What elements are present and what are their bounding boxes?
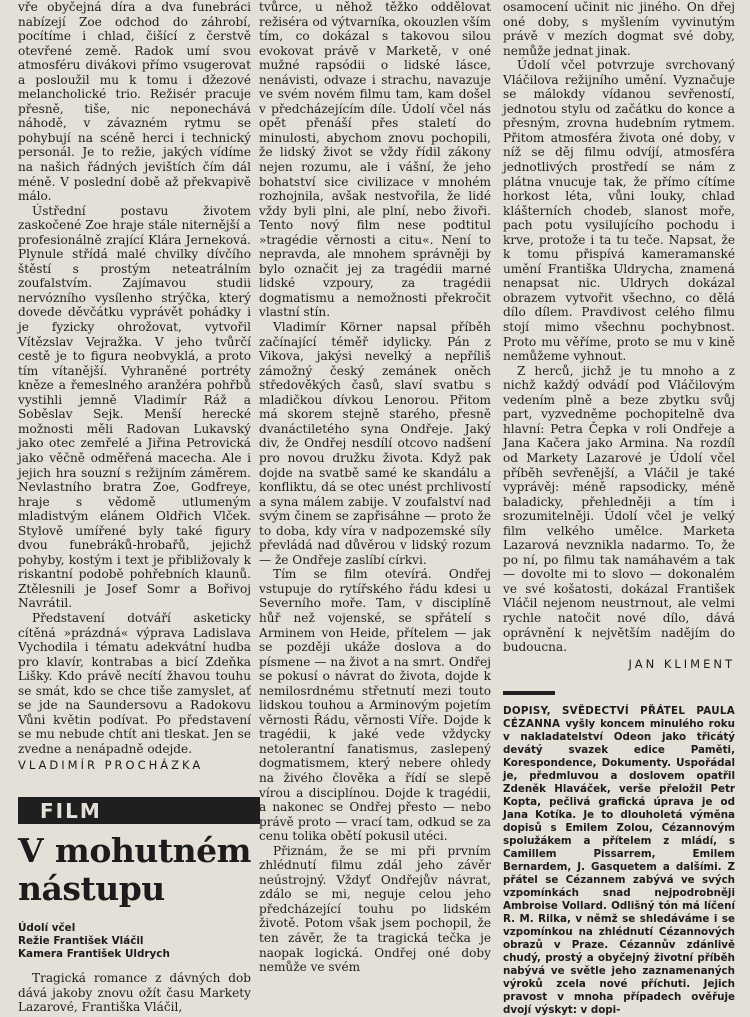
theatre-review-paragraph: vře obyčejná díra a dva funebráci nabízejí Zoe odchod do záhrobí, pocítíme i chlad, čišící z čerstvě otevřené země. Radok umí svou atmosféru divákovi přímo vsugerovat a posloužil mu k tomu i džezové melancholické trio. Režisér pracuje přesně, tiše, nic neponechává náhodě, v závazném rytmu se pohybují na scéně herci i technický personál. Je to režie, jakých vídíme na našich řádných jevištích čím dál méně. V poslední době až překvapivě málo. (18, 0, 251, 204)
film-review-signature: JAN KLIMENT (628, 656, 735, 671)
theatre-review-paragraph: Ústřední postavu životem zaskočené Zoe hraje stále niternější a profesionálně zrající Klára Jerneková. Plynule střídá malé chvilky dívčího štěstí s prostým neteatrálním zoufalstvím. Zajímavou studii nervózního vysílenho strýčka, který dovede děvčátku vyprávět pohádky i je fyzicky ohrožovat, vytvořil Vítězslav Vejražka. V jeho tvůrčí cestě je to figura neobvyklá, a proto tím vítanější. Vyhraněné portréty kněze a řemeslného aranžéra pohřbů vystihli jemně Vladimír Ráž a Soběslav Sejk. Menší herecké možnosti měli Radovan Lukavský jako otec zemřelé a Jiřina Petrovická jako věčně odměřená macecha. Ale i jejich hra souzní s režijním záměrem. Nevlastního bratra Zoe, Godfreye, hraje s vědomě utlumeným mladistvým elánem Oldřich Vlček. Stylově umířené byly také figury dvou funebráků-hrobařů, jejichž pohyby, kostým i text je přibližovaly k riskantní podobě pohřebních klaunů. Ztělesnili je Josef Somr a Bořivoj Navrátil. (18, 203, 251, 611)
theatre-review-signature: VLADIMÍR PROCHÁZKA (18, 758, 204, 773)
film-review-paragraph: Z herců, jichž je tu mnoho a z nichž každý odvádí pod Vláčilovým vedením plně a beze zbytku svůj part, vyzvedněme pochopitelně dva hlavní: Petra Čepka v roli Ondřeje a Jana Kačera jako Armina. Na rozdíl od Markety Lazarové je Údolí včel příběh sevřenější, a Vláčil je také vyprávěj: méně rapsodicky, méně baladicky, přehledněji a tím i srozumitelněji. Údolí včel je velký film velkého umělce. Marketa Lazarová nevznikla nadarmo. To, že po ní, po filmu tak namáhavém a tak — dovolte mi to slovo — dokonalém ve své košatosti, dokázal František Vláčil nejenom neustrnout, ale velmi rychle natočit nové dílo, dává oprávnění k největším nadějím do budoucna. (503, 363, 735, 655)
book-notice-text: vyšly koncem minulého roku v nakladatelství Odeon jako třicátý devátý svazek edice Paměti, Korespondence, Dokumenty. Uspořádal je, předmluvou a doslovem opatřil Zdeněk Hlaváček, verše přeložil Petr Kopta, pečlivá grafická úprava je od Jana Kotíka. Je to dlouholetá výměna dopisů s Emilem Zolou, Cézannovým spolužákem a přítelem z mládí, s Camillem Pissarrem, Emilem Bernardem, J. Gasquetem a dalšími. Z přátel se Cézannem zabývá ve svých vzpomínkách snad nejpodrobněji Ambroise Vollard. Odlišný tón má líčení R. M. Rilka, v němž se shledáváme i se vzpomínkou na zhlédnutí Cézannových obrazů v Praze. Cézannův zdánlivě chudý, prostý a obyčejný životní příběh nabývá ve světle jeho zaznamenaných výroků zcela nové příchuti. Jejich pravost v mnoha případech ověřuje dvojí výskyt: v dopi- (503, 718, 735, 1017)
book-notice-lead: DOPISY, SVĚDECTVÍ PŘÁTEL PAULA CÉZANNA (503, 705, 735, 731)
theatre-review-paragraph: Představení dotváří asketicky cítěná »prázdná« výprava Ladislava Vychodila i tématu adekvátní hudba pro klavír, kontrabas a bicí Zdeňka Lišky. Kdo právě necítí žhavou touhu se smát, kdo se chce tiše zamyslet, ať se jde na Saundersovu a Radokovu Vůni květin podívat. Po představení se mu nebude chtít ani tleskat. Jen se zvedne a nenápadně odejde. (18, 610, 251, 756)
film-camera: Kamera František Uldrych (18, 947, 170, 960)
column-middle (259, 0, 491, 998)
film-review-paragraph: Přiznám, že se mi při prvním zhlédnutí filmu zdál jeho závěr neústrojný. Vždyť Ondřejův návrat, zdálo se mi, neguje celou jeho předcházející touhu po lidském životě. Potom však jsem pochopil, že ten závěr, že ta tragická tečka je naopak logická. Ondřej oné doby nemůže ve svém (259, 843, 491, 975)
film-director: Režie František Vláčil (18, 934, 144, 947)
film-review-paragraph: tvůrce, u něhož těžko oddělovat režiséra od výtvarníka, okouzlen vším tím, co dokázal s takovou silou evokovat právě v Marketě, v oné mužné rapsódii o lidské lásce, nenávisti, odvaze i strachu, navazuje ve svém novém filmu tam, kam došel v předcházejícím díle. Údolí včel nás opět přenáší přes staletí do minulosti, abychom znovu pochopili, že lidský život se vždy řídil zákony nejen rozumu, ale i vášní, že jeho bohatství sice civilizace v mnohém rozhojnila, avšak nestvořila, že lidé vždy byli plni, ale plní, nebo živoři. Tento nový film nese podtitul »tragédie věrnosti a citu«. Není to nepravda, ale mnohem správněji by bylo označit jej za tragédii marné lidské vzpoury, za tragédii dogmatismu a nemožnosti překročit vlastní stín. (259, 0, 491, 320)
column-left (18, 0, 251, 1015)
film-review-paragraph: Údolí včel potvrzuje svrchovaný Vláčilova režijního umění. Vyznačuje se málokdy vídanou sevřeností, jednotou stylu od začátku do konce a přesným, zrovna hudebním rytmem. Přitom atmosféra života oné doby, v níž se děj filmu odvíjí, atmosféra jednotlivých prostředí se nám z plátna vnucuje tak, že přímo cítíme horkost léta, vůni louky, chlad klášterních chodeb, slanost moře, pach potu vysilujícího pochodu i krve, protože i ta tu teče. Napsat, že k tomu přispívá kameramanské umění Františka Uldrycha, znamená nenapsat nic. Uldrych dokázal obrazem vytvořit všechno, co dělá dílo dílem. Pravdivost celého filmu stojí mimo všechnu pochybnost. Proto mu věříme, proto se mu v kině nemůžeme vyhnout. (503, 58, 735, 364)
section-label-film: FILM (18, 797, 260, 824)
section-divider (503, 691, 555, 695)
column-right (503, 0, 735, 1017)
film-title: Údolí včel (18, 921, 76, 934)
film-review-paragraph: Tragická romance z dávných dob dává jakoby znovu ožít času Markety Lazarové, Františka Vláčil, (18, 970, 251, 1015)
film-review-headline: V mohutném nástupu (18, 830, 251, 908)
film-credits (18, 922, 251, 961)
book-notice (503, 705, 735, 1017)
film-review-paragraph: Vladimír Körner napsal příběh začínající téměř idylicky. Pán z Vikova, jakýsi nevelký a nepříliš zámožný český zemánek oněch středověkých časů, slaví svatbu s mladičkou dívkou Lenorou. Přitom má skorem stejně starého, přesně dvanáctiletého syna Ondřeje. Jaký div, že Ondřej nesdílí otcovo nadšení pro novou družku života. Když pak dojde na svatbě samé ke skandálu a konfliktu, dá se otec unést prchlivostí a syna málem zabije. V zoufalství nad svým činem se zapřisáhne — proto že to doba, kdy víra v nadpozemské síly převládá nad důvěrou v lidský rozum — že Ondřeje zaslíbí církvi. (259, 320, 491, 567)
film-review-paragraph: Tím se film otevírá. Ondřej vstupuje do rytířského řádu kdesi u Severního moře. Tam, v disciplíně hůř než vojenské, se spřátelí s Arminem von Heide, přítelem — jak se později ukáže doslova a do písmene — na život a na smrt. Ondřej se pokusí o návrat do života, dojde k nemilosrdnému střetnutí mezi touto lidskou touhou a Arminovým pojetím věrnosti Řádu, věrnosti Víře. Dojde k tragédii, k jaké vede vždycky netolerantní fanatismus, zaslepený dogmatismem, který nebere ohledy na živého člověka a řídí se slepě vírou a disciplínou. Dojde k tragédii, a nakonec se Ondřej přesto — nebo právě proto — vrací tam, odkud se za cenu tolika obětí pokusil utéci. (259, 567, 491, 844)
film-review-paragraph: osamocení učinit nic jiného. On dřej oné doby, s myšlením vyvinutým právě v mezích dogmat své doby, nemůže jednat jinak. (503, 0, 735, 58)
